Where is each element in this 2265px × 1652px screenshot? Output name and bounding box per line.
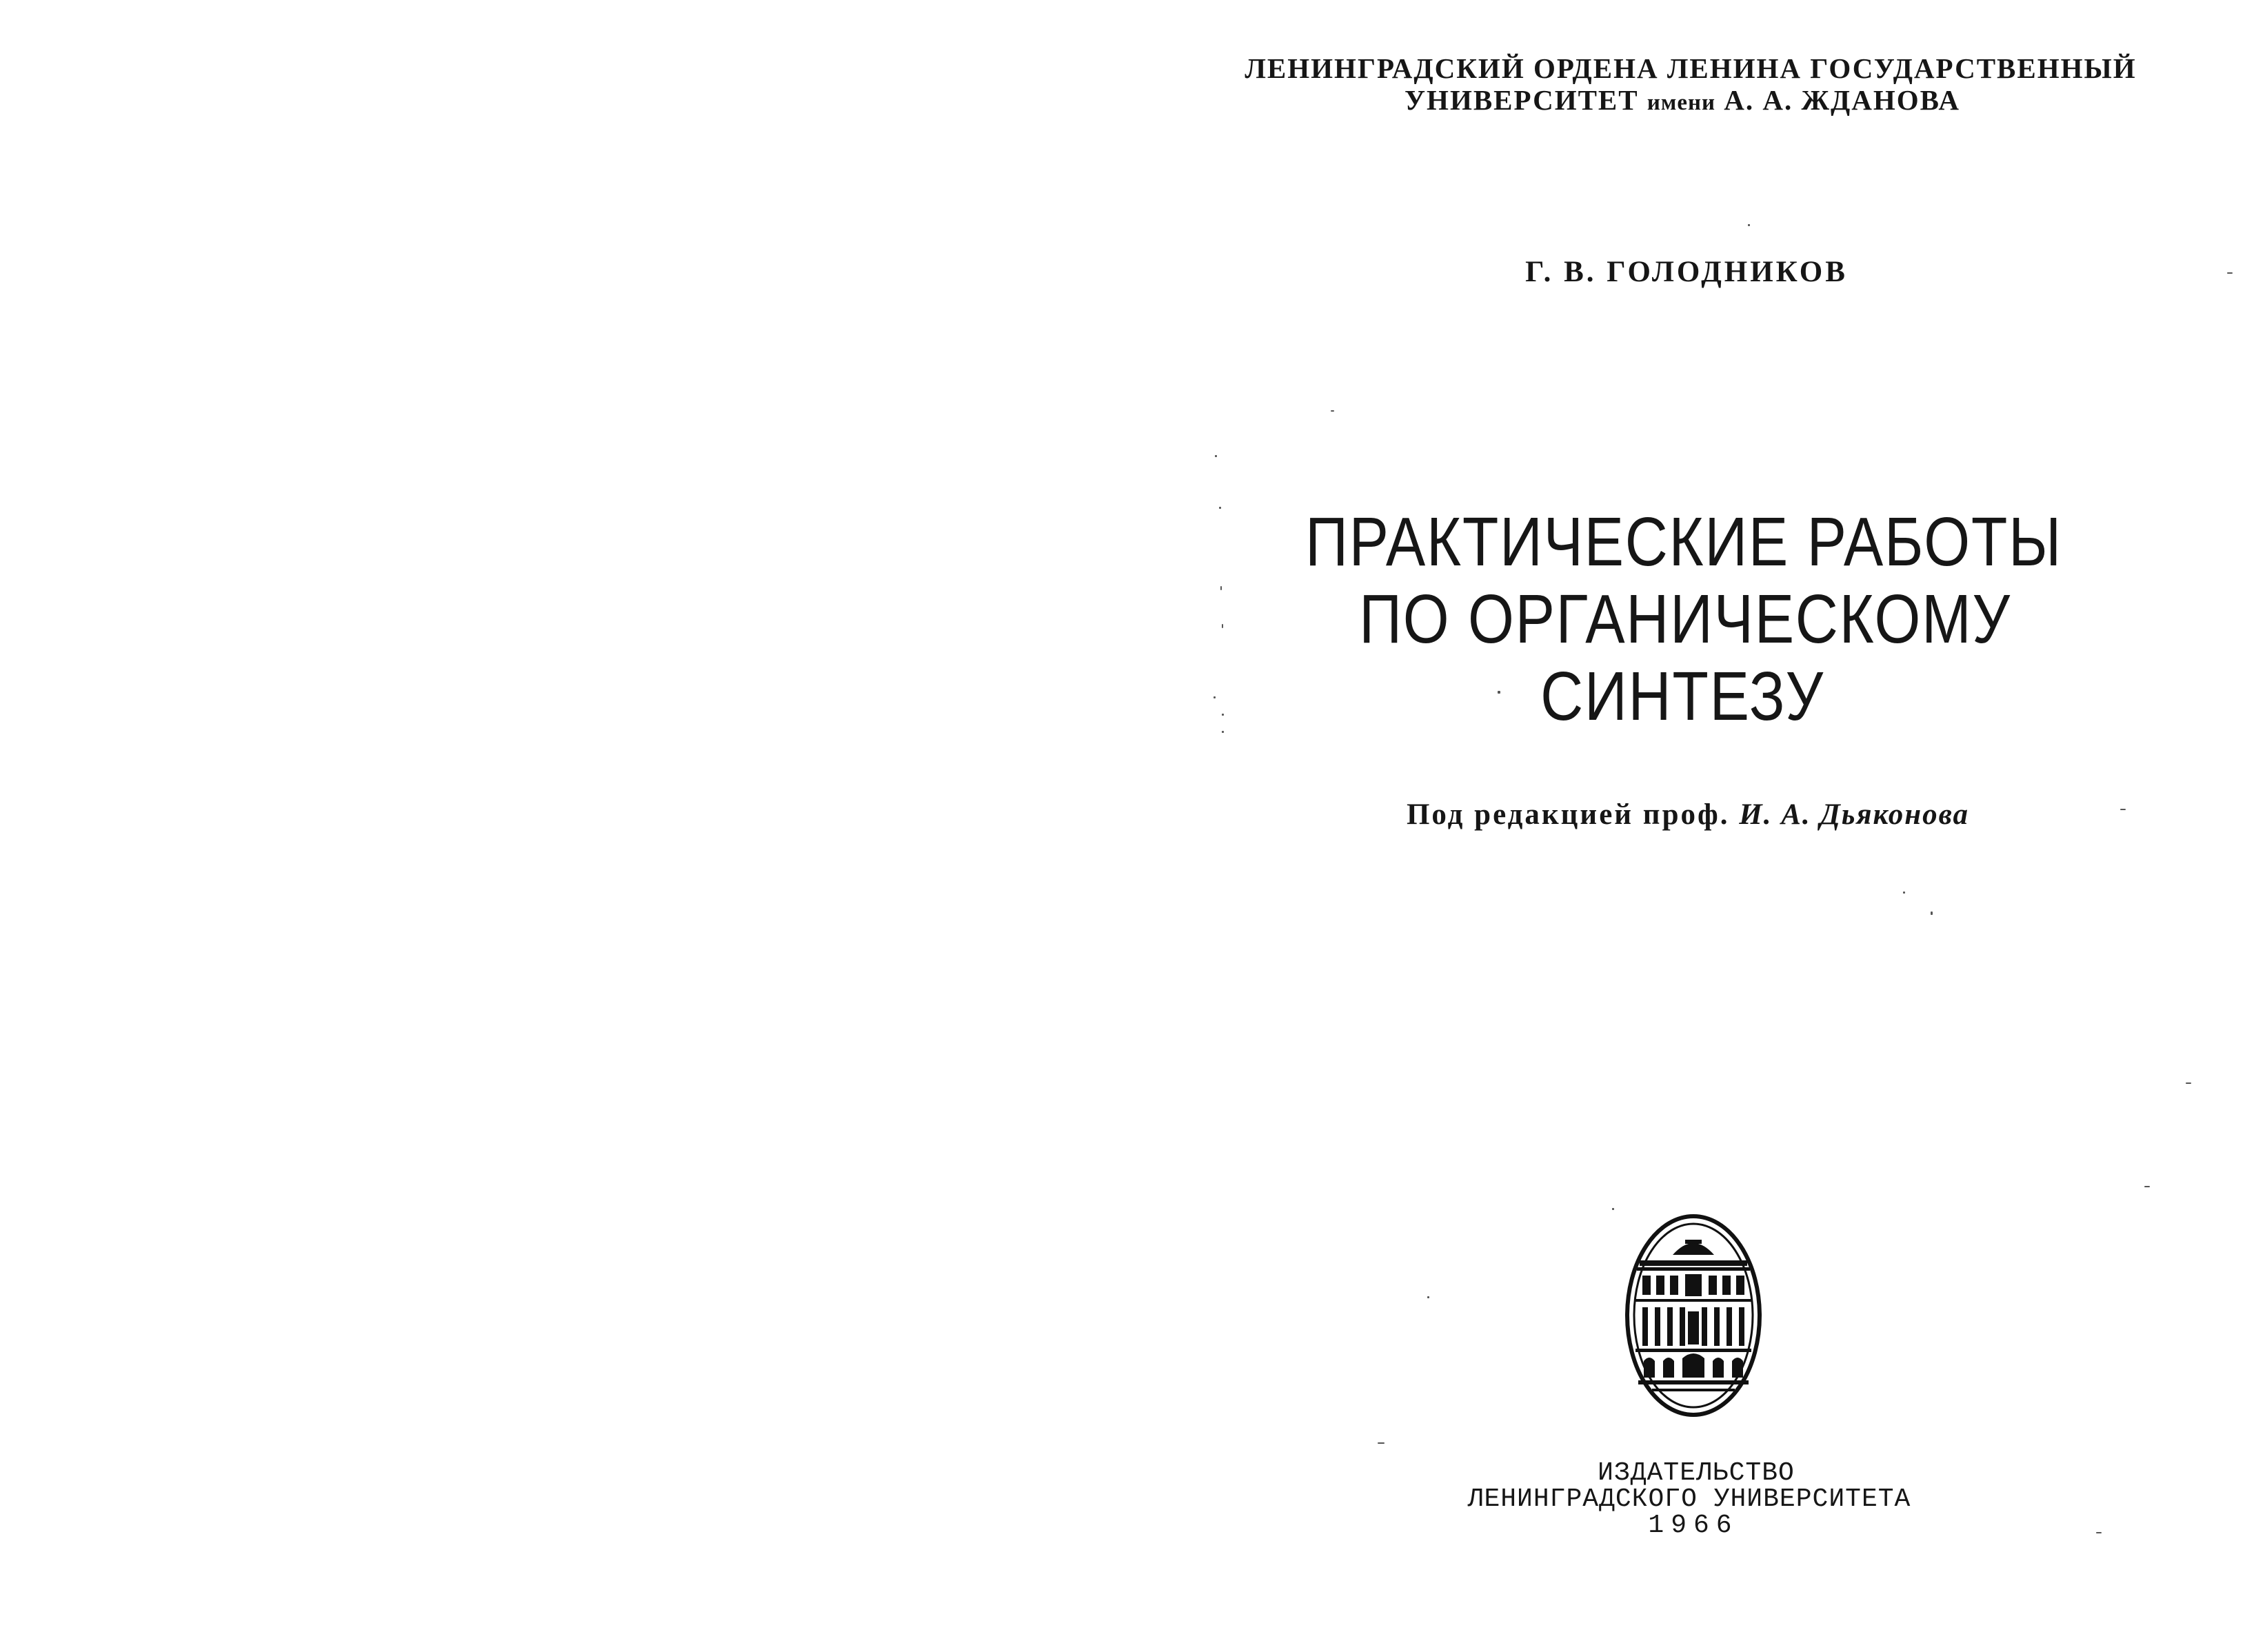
scan-speck bbox=[1498, 691, 1500, 694]
author-name: Г. В. ГОЛОДНИКОВ bbox=[1525, 256, 1848, 288]
scan-speck bbox=[1214, 696, 1216, 698]
publisher-line-2: ЛЕНИНГРАДСКОГО УНИВЕРСИТЕТА bbox=[1467, 1484, 1911, 1514]
scan-speck bbox=[2096, 1532, 2102, 1533]
book-title-line-1: ПРАКТИЧЕСКИЕ РАБОТЫ bbox=[1305, 503, 2062, 581]
university-building-emblem-icon bbox=[1624, 1212, 1762, 1419]
university-word: УНИВЕРСИТЕТ bbox=[1404, 84, 1639, 116]
scan-speck bbox=[1931, 911, 1933, 915]
scan-speck bbox=[1378, 1442, 1385, 1444]
scan-speck bbox=[1215, 455, 1217, 457]
editor-credit bbox=[1407, 798, 1969, 832]
scan-speck bbox=[2186, 1082, 2191, 1084]
scan-speck bbox=[2120, 809, 2126, 810]
scan-speck bbox=[2144, 1186, 2150, 1187]
editor-name: И. А. Дьяконова bbox=[1739, 798, 1970, 831]
scan-speck bbox=[2227, 272, 2233, 274]
book-title-line-3: СИНТЕЗУ bbox=[1540, 658, 1824, 735]
scan-speck bbox=[1222, 624, 1223, 628]
editor-prefix: Под редакцией проф. bbox=[1406, 798, 1730, 831]
scan-speck bbox=[1331, 410, 1334, 412]
scan-speck bbox=[1219, 507, 1221, 509]
university-imeni: имени bbox=[1647, 90, 1716, 115]
book-title-line-2: ПО ОРГАНИЧЕСКОМУ bbox=[1359, 581, 2011, 658]
scan-speck bbox=[1612, 1208, 1614, 1210]
university-namesake: А. А. ЖДАНОВА bbox=[1724, 84, 1961, 116]
university-name-text: ЛЕНИНГРАДСКИЙ ОРДЕНА ЛЕНИНА ГОСУДАРСТВЕННЫЙ bbox=[1245, 52, 2137, 84]
scan-speck bbox=[1220, 586, 1222, 590]
publication-year: 1966 bbox=[1648, 1511, 1739, 1540]
university-line-1 bbox=[1245, 52, 2136, 85]
scan-speck bbox=[1427, 1296, 1429, 1298]
scan-speck bbox=[1222, 731, 1224, 733]
university-line-2 bbox=[1405, 83, 1960, 117]
scan-speck bbox=[1903, 892, 1905, 894]
scan-speck bbox=[1222, 714, 1224, 716]
scan-speck bbox=[1748, 224, 1750, 226]
publisher-line-1: ИЗДАТЕЛЬСТВО bbox=[1598, 1458, 1795, 1488]
